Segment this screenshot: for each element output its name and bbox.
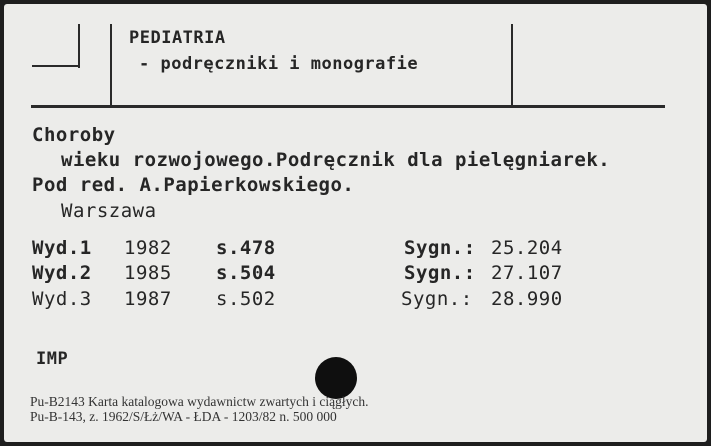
edition-pages: s.502: [216, 288, 276, 310]
card-printer-line-1: Pu-B2143 Karta katalogowa wydawnictw zwartych i ciągłych.: [30, 394, 369, 409]
card-printer-line-2: Pu-B-143, z. 1962/S/Łż/WA - ŁDA - 1203/82 n. 500 000: [30, 409, 337, 424]
sygn-number: 27.107: [491, 262, 563, 284]
edition-number: Wyd.3: [32, 288, 92, 310]
punch-hole: [315, 357, 357, 399]
edition-row: [32, 237, 92, 259]
edition-pages: s.478: [216, 237, 276, 259]
sygn-number: 25.204: [491, 237, 563, 259]
record-title-continuation: wieku rozwojowego.Podręcznik dla pielęgniarek.: [61, 149, 611, 171]
catalog-card: [4, 4, 707, 442]
header-bottom-rule: [31, 105, 665, 108]
header-divider-left: [110, 24, 112, 106]
edition-year: 1982: [124, 237, 172, 259]
sygn-label: Sygn.:: [404, 237, 476, 259]
sygn-number: 28.990: [491, 288, 563, 310]
edition-number: Wyd.1: [32, 237, 92, 259]
sygn-label: Sygn.:: [404, 262, 476, 284]
header-left-border: [78, 24, 80, 68]
edition-row: [32, 262, 92, 284]
header-subtitle: - podręczniki i monografie: [139, 54, 419, 74]
edition-pages: s.504: [216, 262, 276, 284]
header-left-underline: [32, 65, 80, 67]
imp-stamp: IMP: [36, 349, 69, 369]
edition-row: [32, 288, 92, 310]
record-editor: Pod red. A.Papierkowskiego.: [32, 174, 355, 196]
record-title: Choroby: [32, 124, 116, 146]
header-subject: PEDIATRIA: [129, 28, 226, 48]
edition-number: Wyd.2: [32, 262, 92, 284]
record-place: Warszawa: [61, 200, 157, 222]
sygn-label: Sygn.:: [401, 288, 473, 310]
edition-year: 1985: [124, 262, 172, 284]
edition-year: 1987: [124, 288, 172, 310]
header-divider-right: [511, 24, 513, 106]
